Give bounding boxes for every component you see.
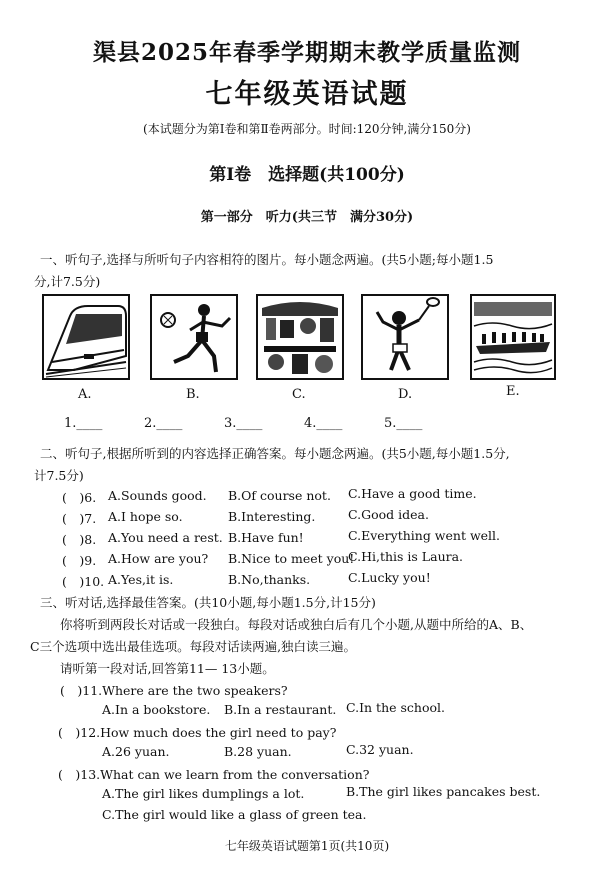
question-number[interactable]: ( )6.: [62, 490, 97, 505]
option-a: A.The girl likes dumplings a lot.: [102, 786, 305, 801]
option-b: B.28 yuan.: [224, 744, 292, 759]
exam-title-line1: 渠县2025年春季学期期末教学质量监测: [92, 39, 521, 66]
question-number[interactable]: ( )9.: [62, 553, 97, 568]
soccer-player-icon: [152, 296, 236, 378]
option-a: A.In a bookstore.: [102, 702, 211, 717]
option-c: C.Good idea.: [348, 507, 429, 522]
option-a: A.Sounds good.: [108, 488, 207, 503]
question-stem-12[interactable]: ( )12.How much does the girl need to pay?: [58, 725, 337, 740]
option-b: B.Have fun!: [228, 530, 304, 545]
answer-blank[interactable]: 1.____: [64, 416, 103, 431]
question-stem-13[interactable]: ( )13.What can we learn from the conversation?: [58, 767, 370, 782]
picture-label-d: D.: [398, 387, 413, 402]
option-b: B.In a restaurant.: [224, 702, 337, 717]
exam-note: (本试题分为第Ⅰ卷和第Ⅱ卷两部分。时间:120分钟,满分150分): [143, 122, 471, 136]
page-footer: 七年级英语试题第1页(共10页): [224, 839, 390, 853]
picture-b: [150, 294, 238, 380]
badminton-player-icon: [363, 296, 447, 378]
picture-label-e: E.: [506, 384, 520, 399]
answer-blank[interactable]: 2.____: [144, 416, 183, 431]
option-b: B.Nice to meet you!: [228, 551, 355, 566]
question-number[interactable]: ( )10.: [62, 574, 105, 589]
section3-instruction: 三、听对话,选择最佳答案。(共10小题,每小题1.5分,计15分): [40, 595, 376, 610]
section3-description-cont: C三个选项中选出最佳选项。每段对话读两遍,独白读三遍。: [30, 639, 357, 654]
picture-e: [470, 294, 556, 380]
question-number[interactable]: ( )8.: [62, 532, 97, 547]
question-number[interactable]: ( )7.: [62, 511, 97, 526]
option-a: A.I hope so.: [108, 509, 183, 524]
option-c: C.The girl would like a glass of green tea.: [102, 807, 367, 822]
picture-label-a: A.: [78, 387, 92, 402]
answer-blank[interactable]: 3.____: [224, 416, 263, 431]
dialog-instruction: 请听第一段对话,回答第11— 13小题。: [60, 661, 275, 676]
option-a: A.How are you?: [108, 551, 209, 566]
picture-label-c: C.: [292, 387, 306, 402]
market-stall-icon: [258, 296, 342, 378]
volume-title: 第Ⅰ卷 选择题(共100分): [209, 165, 405, 185]
section1-instruction: 一、听句子,选择与所听句子内容相符的图片。每小题念两遍。(共5小题;每小题1.5: [40, 252, 494, 267]
option-c: C.Hi,this is Laura.: [348, 549, 464, 564]
picture-label-b: B.: [186, 387, 200, 402]
option-b: B.No,thanks.: [228, 572, 311, 587]
option-c: C.Everything went well.: [348, 528, 501, 543]
option-b: B.The girl likes pancakes best.: [346, 784, 541, 799]
answer-blank[interactable]: 4.____: [304, 416, 343, 431]
option-c: C.Have a good time.: [348, 486, 477, 501]
train-icon: [44, 296, 128, 378]
option-a: A.Yes,it is.: [108, 572, 174, 587]
section3-description: 你将听到两段长对话或一段独白。每段对话或独白后有几个小题,从题中所给的A、B、: [60, 617, 533, 632]
option-b: B.Of course not.: [228, 488, 331, 503]
option-c: C.Lucky you!: [348, 570, 431, 585]
question-stem-11[interactable]: ( )11.Where are the two speakers?: [60, 683, 288, 698]
picture-a: [42, 294, 130, 380]
option-b: B.Interesting.: [228, 509, 316, 524]
answer-blank[interactable]: 5.____: [384, 416, 423, 431]
part-title: 第一部分 听力(共三节 满分30分): [200, 210, 414, 225]
section2-instruction: 二、听句子,根据所听到的内容选择正确答案。每小题念两遍。(共5小题,每小题1.5分,: [40, 446, 510, 461]
exam-title-line2: 七年级英语试题: [205, 79, 409, 110]
option-a: A.You need a rest.: [108, 530, 223, 545]
picture-d: [361, 294, 449, 380]
option-c: C.In the school.: [346, 700, 445, 715]
section2-instruction-cont: 计7.5分): [34, 468, 84, 483]
dragon-boat-icon: [472, 296, 554, 378]
option-a: A.26 yuan.: [102, 744, 170, 759]
picture-c: [256, 294, 344, 380]
section1-instruction-cont: 分,计7.5分): [34, 274, 101, 289]
option-c: C.32 yuan.: [346, 742, 414, 757]
